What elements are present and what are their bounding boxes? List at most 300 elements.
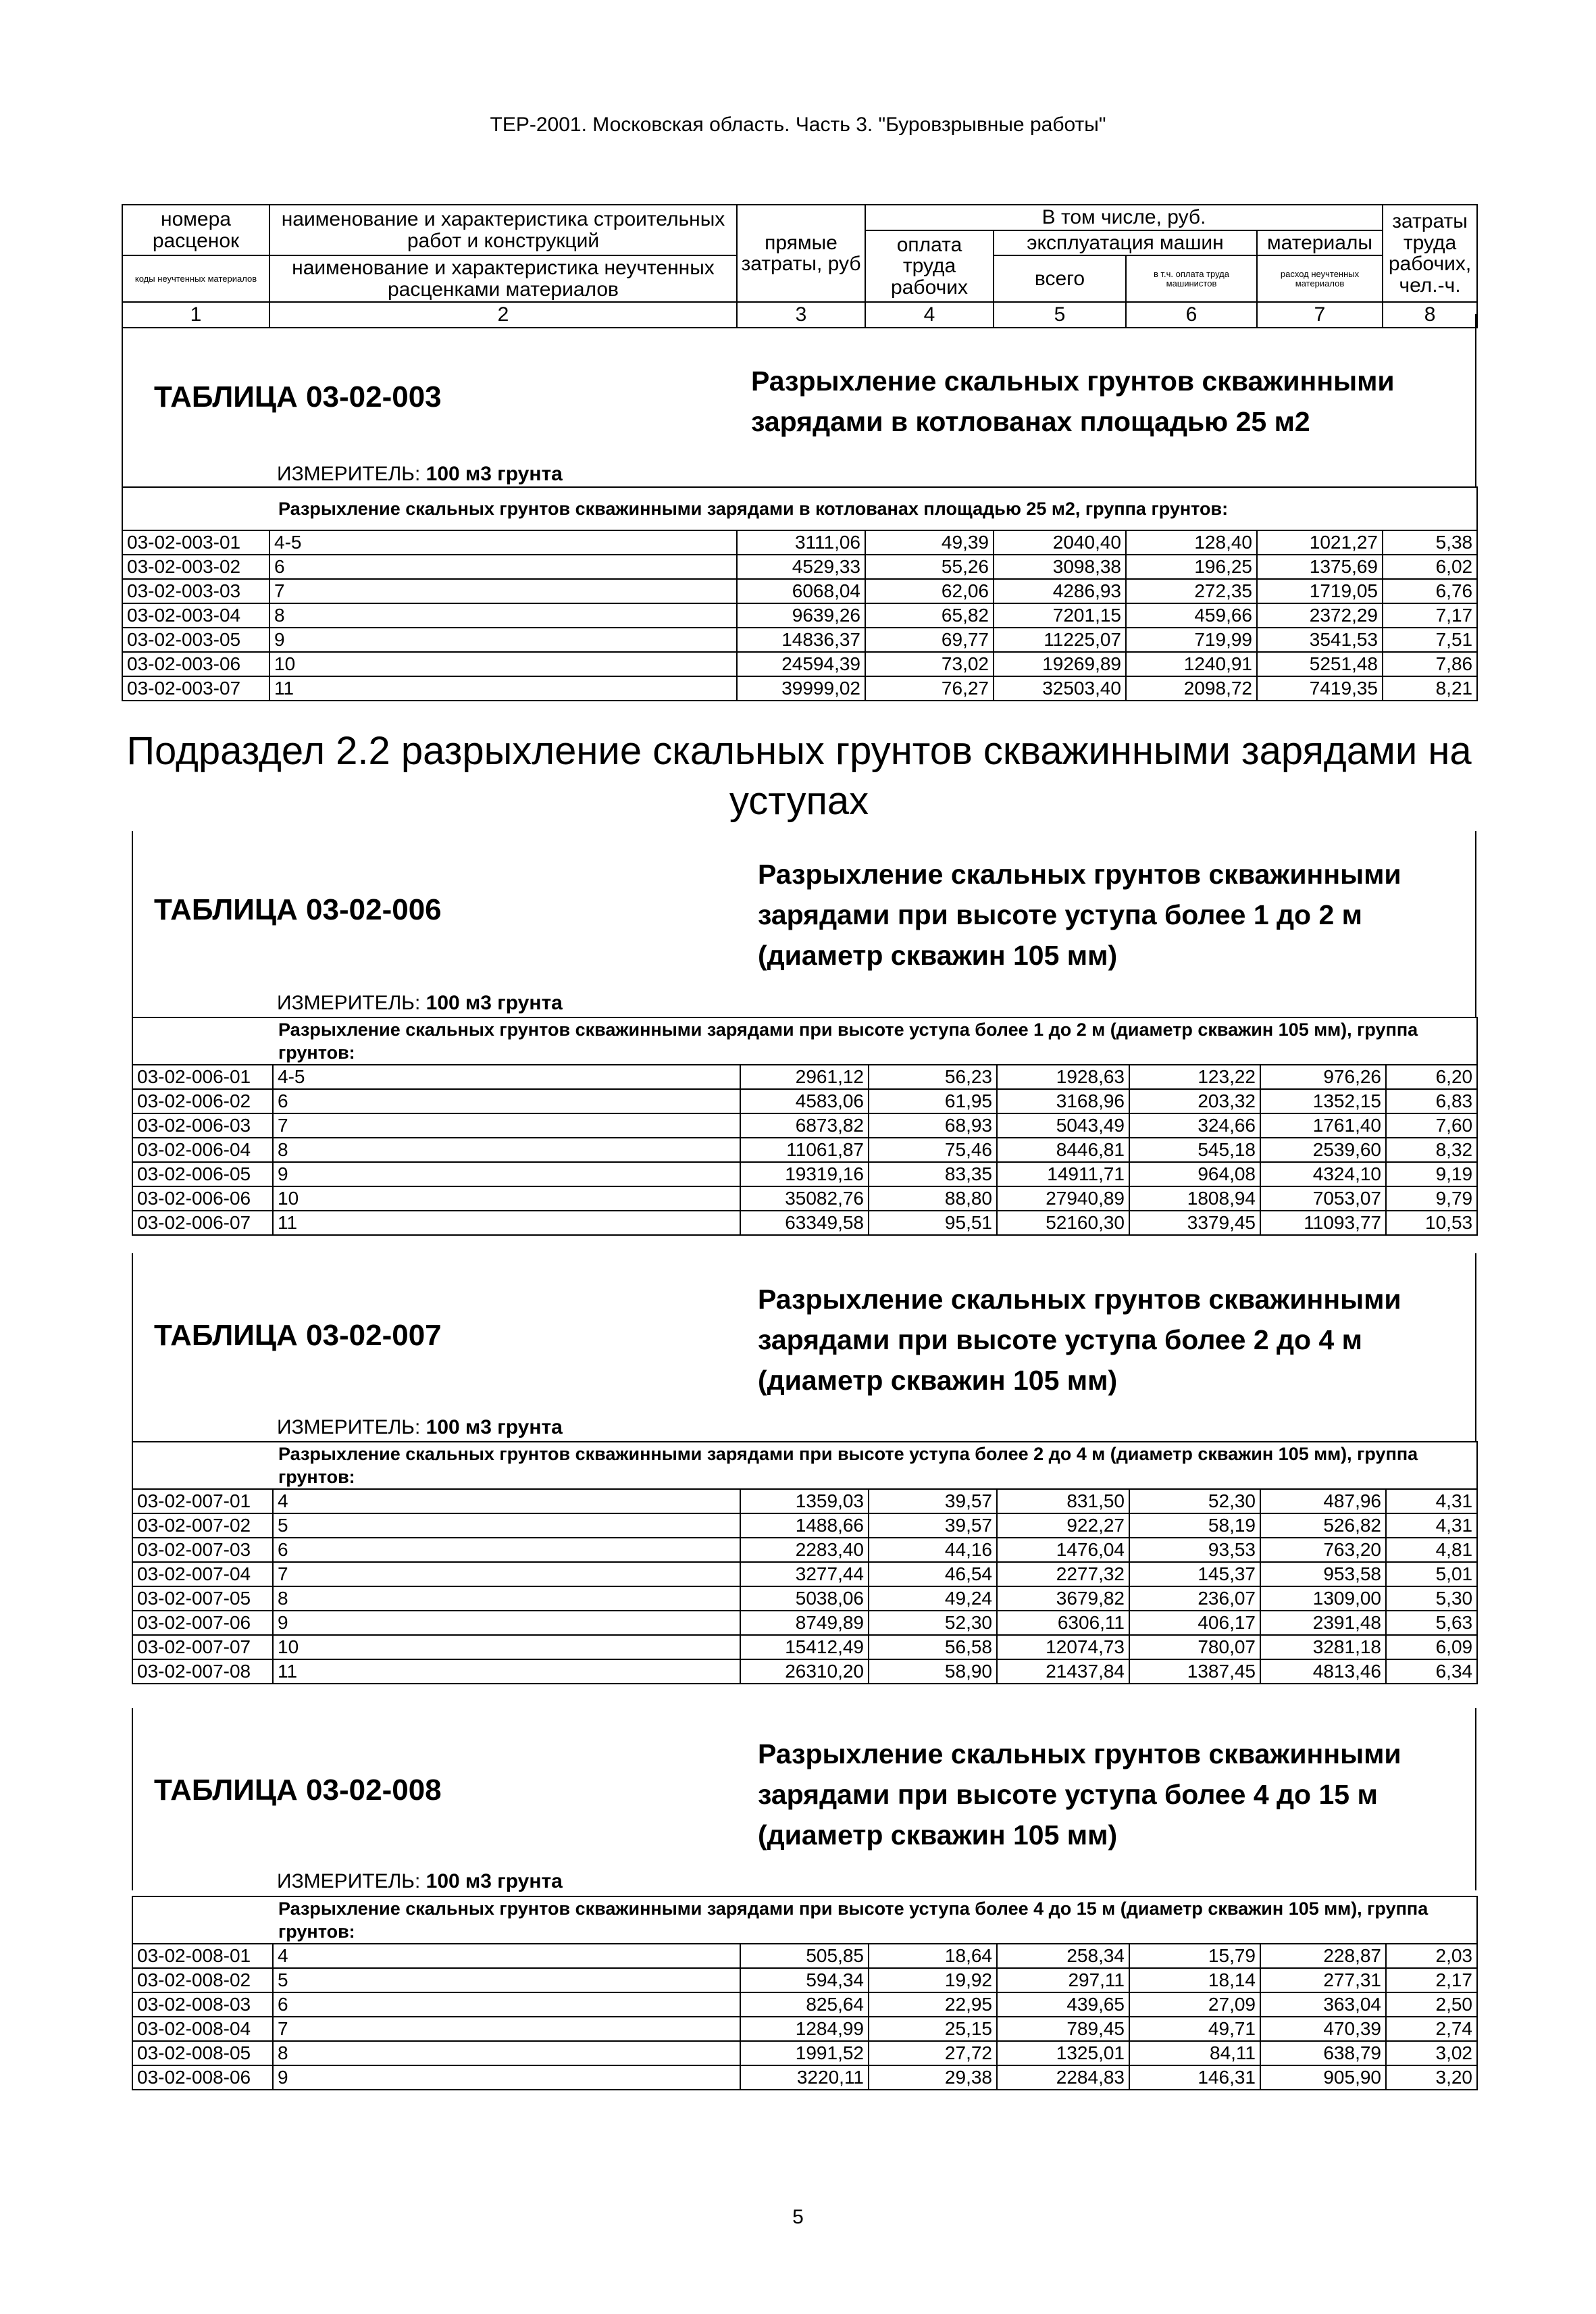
table-row (122, 652, 1477, 676)
table-row (132, 1138, 1477, 1162)
labor-hours-cell: 4,31 (1386, 1489, 1477, 1513)
materials-cell: 487,96 (1260, 1489, 1386, 1513)
direct-costs-cell: 24594,39 (737, 652, 865, 676)
labor-pay-cell: 69,77 (865, 628, 994, 652)
labor-hours-cell: 8,21 (1383, 676, 1477, 701)
machines-total-cell: 2040,40 (994, 530, 1126, 555)
materials-cell: 638,79 (1260, 2041, 1386, 2065)
table-row (132, 1944, 1477, 1968)
direct-costs-cell: 3220,11 (740, 2065, 869, 2090)
machinist-pay-cell: 719,99 (1126, 628, 1257, 652)
machines-total-cell: 11225,07 (994, 628, 1126, 652)
machines-total-cell: 3168,96 (997, 1089, 1129, 1113)
table-description: Разрыхление скальных грунтов скважинными зарядами при высоте уступа более 2 до 4 м (диаметр скважин 105 мм), группа грунтов: (132, 1442, 1477, 1489)
materials-cell: 905,90 (1260, 2065, 1386, 2090)
table-row (132, 1611, 1477, 1635)
machinist-pay-cell: 1240,91 (1126, 652, 1257, 676)
page-number: 5 (792, 2206, 804, 2228)
soil-group-cell: 6 (273, 1538, 740, 1562)
machines-total-cell: 12074,73 (997, 1635, 1129, 1659)
machines-total-cell: 439,65 (997, 1992, 1129, 2017)
materials-cell: 1375,69 (1257, 555, 1383, 579)
labor-hours-cell: 7,51 (1383, 628, 1477, 652)
materials-cell: 1352,15 (1260, 1089, 1386, 1113)
materials-cell: 3281,18 (1260, 1635, 1386, 1659)
rate-code-cell: 03-02-008-06 (132, 2065, 273, 2090)
machinist-pay-cell: 236,07 (1129, 1586, 1260, 1611)
table-row (122, 530, 1477, 555)
table-row (122, 676, 1477, 701)
machinist-pay-cell: 146,31 (1129, 2065, 1260, 2090)
table-label: ТАБЛИЦА 03-02-006 (154, 893, 442, 926)
direct-costs-cell: 19319,16 (740, 1162, 869, 1186)
machines-total-cell: 3679,82 (997, 1586, 1129, 1611)
soil-group-cell: 8 (269, 603, 737, 628)
machinist-pay-cell: 52,30 (1129, 1489, 1260, 1513)
direct-costs-cell: 14836,37 (737, 628, 865, 652)
labor-hours-cell: 2,74 (1386, 2017, 1477, 2041)
table-row (132, 1992, 1477, 2017)
table-03-02-007 (132, 1441, 1478, 1684)
col-number: 2 (269, 302, 737, 328)
labor-hours-cell: 6,02 (1383, 555, 1477, 579)
labor-hours-cell: 2,50 (1386, 1992, 1477, 2017)
table-description: Разрыхление скальных грунтов скважинными зарядами при высоте уступа более 1 до 2 м (диаметр скважин 105 мм), группа грунтов: (132, 1017, 1477, 1065)
table-row (132, 1489, 1477, 1513)
table-row (132, 1186, 1477, 1211)
soil-group-cell: 5 (273, 1513, 740, 1538)
soil-group-cell: 7 (273, 1562, 740, 1586)
table-row (132, 1113, 1477, 1138)
direct-costs-cell: 39999,02 (737, 676, 865, 701)
labor-pay-cell: 56,58 (869, 1635, 997, 1659)
machinist-pay-cell: 123,22 (1129, 1065, 1260, 1089)
labor-pay-cell: 61,95 (869, 1089, 997, 1113)
machinist-pay-cell: 324,66 (1129, 1113, 1260, 1138)
soil-group-cell: 9 (273, 1611, 740, 1635)
table-row (122, 555, 1477, 579)
labor-pay-cell: 55,26 (865, 555, 994, 579)
labor-pay-cell: 73,02 (865, 652, 994, 676)
table-row (132, 1513, 1477, 1538)
materials-cell: 4813,46 (1260, 1659, 1386, 1684)
labor-pay-cell: 49,39 (865, 530, 994, 555)
direct-costs-cell: 1284,99 (740, 2017, 869, 2041)
col-number: 8 (1383, 302, 1477, 328)
rate-code-cell: 03-02-003-04 (122, 603, 269, 628)
rate-code-cell: 03-02-008-02 (132, 1968, 273, 1992)
rate-code-cell: 03-02-006-02 (132, 1089, 273, 1113)
rate-code-cell: 03-02-008-01 (132, 1944, 273, 1968)
soil-group-cell: 6 (273, 1089, 740, 1113)
unit-prefix: ИЗМЕРИТЕЛЬ: (277, 1416, 426, 1438)
table-description: Разрыхление скальных грунтов скважинными зарядами при высоте уступа более 4 до 15 м (диаметр скважин 105 мм), группа грунтов: (132, 1896, 1477, 1944)
labor-pay-cell: 29,38 (869, 2065, 997, 2090)
machines-total-cell: 922,27 (997, 1513, 1129, 1538)
soil-group-cell: 8 (273, 2041, 740, 2065)
materials-cell: 228,87 (1260, 1944, 1386, 1968)
labor-hours-cell: 6,34 (1386, 1659, 1477, 1684)
col-number: 5 (994, 302, 1126, 328)
col7-label: расход неучтенных материалов (1257, 255, 1383, 302)
direct-costs-cell: 11061,87 (740, 1138, 869, 1162)
materials-cell: 5251,48 (1257, 652, 1383, 676)
soil-group-cell: 4-5 (273, 1065, 740, 1089)
table-row (132, 1968, 1477, 1992)
machines-total-cell: 52160,30 (997, 1211, 1129, 1235)
labor-hours-cell: 2,03 (1386, 1944, 1477, 1968)
rate-code-cell: 03-02-003-03 (122, 579, 269, 603)
machines-total-cell: 3098,38 (994, 555, 1126, 579)
rate-code-cell: 03-02-008-05 (132, 2041, 273, 2065)
direct-costs-cell: 8749,89 (740, 1611, 869, 1635)
materials-cell: 763,20 (1260, 1538, 1386, 1562)
direct-costs-cell: 35082,76 (740, 1186, 869, 1211)
machinist-pay-cell: 128,40 (1126, 530, 1257, 555)
labor-hours-cell: 9,79 (1386, 1186, 1477, 1211)
table-row (132, 2017, 1477, 2041)
machines-total-cell: 1325,01 (997, 2041, 1129, 2065)
table-row (132, 1089, 1477, 1113)
rate-code-cell: 03-02-003-07 (122, 676, 269, 701)
labor-pay-cell: 44,16 (869, 1538, 997, 1562)
materials-cell: 2539,60 (1260, 1138, 1386, 1162)
soil-group-cell: 11 (273, 1211, 740, 1235)
table-unit (277, 992, 563, 1015)
machinist-pay-cell: 272,35 (1126, 579, 1257, 603)
labor-pay-cell: 46,54 (869, 1562, 997, 1586)
labor-pay-cell: 56,23 (869, 1065, 997, 1089)
labor-pay-cell: 39,57 (869, 1513, 997, 1538)
soil-group-cell: 10 (273, 1635, 740, 1659)
machines-total-cell: 7201,15 (994, 603, 1126, 628)
soil-group-cell: 11 (269, 676, 737, 701)
table-title: Разрыхление скальных грунтов скважинными зарядами в котлованах площадью 25 м2 (751, 366, 1395, 437)
soil-group-cell: 6 (273, 1992, 740, 2017)
machinist-pay-cell: 27,09 (1129, 1992, 1260, 2017)
unit-value: 100 м3 грунта (426, 463, 563, 485)
machinist-pay-cell: 203,32 (1129, 1089, 1260, 1113)
materials-cell: 4324,10 (1260, 1162, 1386, 1186)
table-row (132, 2041, 1477, 2065)
rate-code-cell: 03-02-003-06 (122, 652, 269, 676)
group-label: В том числе, руб. (865, 205, 1383, 230)
labor-hours-cell: 6,83 (1386, 1089, 1477, 1113)
labor-hours-cell: 5,30 (1386, 1586, 1477, 1611)
machinist-pay-cell: 545,18 (1129, 1138, 1260, 1162)
rate-code-cell: 03-02-006-07 (132, 1211, 273, 1235)
machinist-pay-cell: 18,14 (1129, 1968, 1260, 1992)
machinist-pay-cell: 196,25 (1126, 555, 1257, 579)
materials-cell: 976,26 (1260, 1065, 1386, 1089)
materials-cell: 1309,00 (1260, 1586, 1386, 1611)
col-number: 7 (1257, 302, 1383, 328)
soil-group-cell: 7 (273, 1113, 740, 1138)
labor-pay-cell: 75,46 (869, 1138, 997, 1162)
labor-hours-cell: 3,02 (1386, 2041, 1477, 2065)
table-row (132, 1162, 1477, 1186)
soil-group-cell: 7 (273, 2017, 740, 2041)
machines-total-cell: 21437,84 (997, 1659, 1129, 1684)
machinist-pay-cell: 1808,94 (1129, 1186, 1260, 1211)
labor-pay-cell: 49,24 (869, 1586, 997, 1611)
soil-group-cell: 6 (269, 555, 737, 579)
soil-group-cell: 4-5 (269, 530, 737, 555)
table-row (122, 603, 1477, 628)
table-row (132, 1635, 1477, 1659)
machines-total-cell: 831,50 (997, 1489, 1129, 1513)
table-description: Разрыхление скальных грунтов скважинными зарядами в котлованах площадью 25 м2, группа грунтов: (122, 487, 1477, 530)
machinist-pay-cell: 93,53 (1129, 1538, 1260, 1562)
labor-hours-cell: 9,19 (1386, 1162, 1477, 1186)
col2-top-label: наименование и характеристика строительных работ и конструкций (269, 205, 737, 255)
labor-pay-cell: 68,93 (869, 1113, 997, 1138)
labor-pay-cell: 76,27 (865, 676, 994, 701)
labor-pay-cell: 19,92 (869, 1968, 997, 1992)
labor-hours-cell: 8,32 (1386, 1138, 1477, 1162)
table-title: Разрыхление скальных грунтов скважинными зарядами при высоте уступа более 2 до 4 м (диаметр скважин 105 мм) (758, 1284, 1401, 1396)
soil-group-cell: 4 (273, 1489, 740, 1513)
labor-hours-cell: 5,38 (1383, 530, 1477, 555)
col2-bottom-label: наименование и характеристика неучтенных расценками материалов (269, 255, 737, 302)
direct-costs-cell: 4583,06 (740, 1089, 869, 1113)
labor-hours-cell: 3,20 (1386, 2065, 1477, 2090)
rate-code-cell: 03-02-007-08 (132, 1659, 273, 1684)
table-row (132, 1562, 1477, 1586)
table-row (132, 1659, 1477, 1684)
materials-cell: 7053,07 (1260, 1186, 1386, 1211)
rate-code-cell: 03-02-007-03 (132, 1538, 273, 1562)
labor-pay-cell: 25,15 (869, 2017, 997, 2041)
direct-costs-cell: 825,64 (740, 1992, 869, 2017)
rate-code-cell: 03-02-008-04 (132, 2017, 273, 2041)
materials-cell: 1021,27 (1257, 530, 1383, 555)
materials-cell: 1761,40 (1260, 1113, 1386, 1138)
materials-cell: 3541,53 (1257, 628, 1383, 652)
col3-label: прямые затраты, руб (737, 205, 865, 302)
table-row (132, 1538, 1477, 1562)
direct-costs-cell: 2283,40 (740, 1538, 869, 1562)
soil-group-cell: 8 (273, 1138, 740, 1162)
machines-total-cell: 297,11 (997, 1968, 1129, 1992)
table-03-02-008 (132, 1896, 1478, 2090)
table-label: ТАБЛИЦА 03-02-008 (154, 1774, 442, 1807)
materials-cell: 2391,48 (1260, 1611, 1386, 1635)
col-number: 6 (1126, 302, 1257, 328)
rate-code-cell: 03-02-007-01 (132, 1489, 273, 1513)
table-row (132, 2065, 1477, 2090)
machinist-pay-cell: 49,71 (1129, 2017, 1260, 2041)
materials-cell: 1719,05 (1257, 579, 1383, 603)
col6-label: в т.ч. оплата труда машинистов (1126, 255, 1257, 302)
rate-code-cell: 03-02-003-01 (122, 530, 269, 555)
rate-code-cell: 03-02-006-05 (132, 1162, 273, 1186)
soil-group-cell: 7 (269, 579, 737, 603)
soil-group-cell: 8 (273, 1586, 740, 1611)
machines-total-cell: 5043,49 (997, 1113, 1129, 1138)
table-03-02-003 (122, 486, 1478, 701)
materials-cell: 526,82 (1260, 1513, 1386, 1538)
labor-pay-cell: 95,51 (869, 1211, 997, 1235)
direct-costs-cell: 26310,20 (740, 1659, 869, 1684)
table-title: Разрыхление скальных грунтов скважинными зарядами при высоте уступа более 1 до 2 м (диаметр скважин 105 мм) (758, 859, 1401, 971)
direct-costs-cell: 1359,03 (740, 1489, 869, 1513)
materials-cell: 953,58 (1260, 1562, 1386, 1586)
materials-group-label: материалы (1257, 230, 1383, 256)
rate-code-cell: 03-02-006-06 (132, 1186, 273, 1211)
direct-costs-cell: 3277,44 (740, 1562, 869, 1586)
col1-bottom-label: коды неучтенных материалов (122, 255, 269, 302)
col-number: 4 (865, 302, 994, 328)
machines-total-cell: 1928,63 (997, 1065, 1129, 1089)
col4-label: оплата труда рабочих (865, 230, 994, 303)
direct-costs-cell: 3111,06 (737, 530, 865, 555)
machinist-pay-cell: 3379,45 (1129, 1211, 1260, 1235)
labor-hours-cell: 7,17 (1383, 603, 1477, 628)
machinist-pay-cell: 15,79 (1129, 1944, 1260, 1968)
machines-total-cell: 8446,81 (997, 1138, 1129, 1162)
direct-costs-cell: 4529,33 (737, 555, 865, 579)
machines-total-cell: 19269,89 (994, 652, 1126, 676)
machines-total-cell: 4286,93 (994, 579, 1126, 603)
machinist-pay-cell: 84,11 (1129, 2041, 1260, 2065)
col1-top-label: номера расценок (122, 205, 269, 255)
unit-prefix: ИЗМЕРИТЕЛЬ: (277, 1870, 426, 1892)
table-03-02-006 (132, 1017, 1478, 1236)
machinist-pay-cell: 58,19 (1129, 1513, 1260, 1538)
machinist-pay-cell: 964,08 (1129, 1162, 1260, 1186)
rate-code-cell: 03-02-007-07 (132, 1635, 273, 1659)
rate-code-cell: 03-02-008-03 (132, 1992, 273, 2017)
rate-code-cell: 03-02-007-02 (132, 1513, 273, 1538)
table-unit (277, 1870, 563, 1893)
labor-pay-cell: 52,30 (869, 1611, 997, 1635)
labor-hours-cell: 5,01 (1386, 1562, 1477, 1586)
machines-group-label: эксплуатация машин (994, 230, 1257, 256)
rate-code-cell: 03-02-007-05 (132, 1586, 273, 1611)
labor-pay-cell: 88,80 (869, 1186, 997, 1211)
direct-costs-cell: 1991,52 (740, 2041, 869, 2065)
table-unit (277, 1416, 563, 1439)
materials-cell: 7419,35 (1257, 676, 1383, 701)
page-header: ТЕР-2001. Московская область. Часть 3. "Буровзрывные работы" (490, 114, 1106, 136)
labor-hours-cell: 5,63 (1386, 1611, 1477, 1635)
materials-cell: 363,04 (1260, 1992, 1386, 2017)
soil-group-cell: 9 (269, 628, 737, 652)
labor-hours-cell: 7,60 (1386, 1113, 1477, 1138)
soil-group-cell: 9 (273, 1162, 740, 1186)
materials-cell: 11093,77 (1260, 1211, 1386, 1235)
section-heading: Подраздел 2.2 разрыхление скальных грунтов скважинными зарядами на уступах (126, 729, 1472, 823)
labor-pay-cell: 58,90 (869, 1659, 997, 1684)
soil-group-cell: 11 (273, 1659, 740, 1684)
direct-costs-cell: 6873,82 (740, 1113, 869, 1138)
labor-hours-cell: 2,17 (1386, 1968, 1477, 1992)
labor-hours-cell: 7,86 (1383, 652, 1477, 676)
machines-total-cell: 258,34 (997, 1944, 1129, 1968)
direct-costs-cell: 15412,49 (740, 1635, 869, 1659)
labor-hours-cell: 4,31 (1386, 1513, 1477, 1538)
col-number: 1 (122, 302, 269, 328)
table-row (132, 1065, 1477, 1089)
col-number: 3 (737, 302, 865, 328)
direct-costs-cell: 6068,04 (737, 579, 865, 603)
labor-pay-cell: 39,57 (869, 1489, 997, 1513)
rate-code-cell: 03-02-007-04 (132, 1562, 273, 1586)
col5-label: всего (994, 255, 1126, 302)
machines-total-cell: 1476,04 (997, 1538, 1129, 1562)
machinist-pay-cell: 2098,72 (1126, 676, 1257, 701)
unit-prefix: ИЗМЕРИТЕЛЬ: (277, 463, 426, 485)
machines-total-cell: 6306,11 (997, 1611, 1129, 1635)
labor-pay-cell: 62,06 (865, 579, 994, 603)
direct-costs-cell: 63349,58 (740, 1211, 869, 1235)
unit-value: 100 м3 грунта (426, 992, 563, 1014)
rate-code-cell: 03-02-006-03 (132, 1113, 273, 1138)
soil-group-cell: 10 (269, 652, 737, 676)
column-header-table (122, 204, 1478, 328)
table-label: ТАБЛИЦА 03-02-007 (154, 1319, 442, 1352)
machines-total-cell: 27940,89 (997, 1186, 1129, 1211)
labor-hours-cell: 6,76 (1383, 579, 1477, 603)
labor-hours-cell: 6,20 (1386, 1065, 1477, 1089)
direct-costs-cell: 1488,66 (740, 1513, 869, 1538)
table-row (132, 1211, 1477, 1235)
labor-pay-cell: 83,35 (869, 1162, 997, 1186)
direct-costs-cell: 9639,26 (737, 603, 865, 628)
labor-hours-cell: 6,09 (1386, 1635, 1477, 1659)
rate-code-cell: 03-02-006-04 (132, 1138, 273, 1162)
soil-group-cell: 5 (273, 1968, 740, 1992)
labor-hours-cell: 4,81 (1386, 1538, 1477, 1562)
direct-costs-cell: 594,34 (740, 1968, 869, 1992)
machines-total-cell: 2284,83 (997, 2065, 1129, 2090)
labor-pay-cell: 22,95 (869, 1992, 997, 2017)
rate-code-cell: 03-02-006-01 (132, 1065, 273, 1089)
table-label: ТАБЛИЦА 03-02-003 (154, 380, 442, 413)
labor-pay-cell: 65,82 (865, 603, 994, 628)
table-row (122, 628, 1477, 652)
unit-value: 100 м3 грунта (426, 1416, 563, 1438)
materials-cell: 2372,29 (1257, 603, 1383, 628)
rate-code-cell: 03-02-007-06 (132, 1611, 273, 1635)
col8-label: затраты труда рабочих, чел.-ч. (1383, 205, 1477, 302)
direct-costs-cell: 505,85 (740, 1944, 869, 1968)
labor-pay-cell: 18,64 (869, 1944, 997, 1968)
machinist-pay-cell: 780,07 (1129, 1635, 1260, 1659)
materials-cell: 277,31 (1260, 1968, 1386, 1992)
table-row (132, 1586, 1477, 1611)
machinist-pay-cell: 1387,45 (1129, 1659, 1260, 1684)
table-row (122, 579, 1477, 603)
machines-total-cell: 14911,71 (997, 1162, 1129, 1186)
rate-code-cell: 03-02-003-05 (122, 628, 269, 652)
direct-costs-cell: 5038,06 (740, 1586, 869, 1611)
soil-group-cell: 4 (273, 1944, 740, 1968)
machinist-pay-cell: 406,17 (1129, 1611, 1260, 1635)
labor-pay-cell: 27,72 (869, 2041, 997, 2065)
unit-value: 100 м3 грунта (426, 1870, 563, 1892)
materials-cell: 470,39 (1260, 2017, 1386, 2041)
direct-costs-cell: 2961,12 (740, 1065, 869, 1089)
rate-code-cell: 03-02-003-02 (122, 555, 269, 579)
soil-group-cell: 9 (273, 2065, 740, 2090)
unit-prefix: ИЗМЕРИТЕЛЬ: (277, 992, 426, 1014)
machines-total-cell: 32503,40 (994, 676, 1126, 701)
machinist-pay-cell: 459,66 (1126, 603, 1257, 628)
soil-group-cell: 10 (273, 1186, 740, 1211)
machinist-pay-cell: 145,37 (1129, 1562, 1260, 1586)
